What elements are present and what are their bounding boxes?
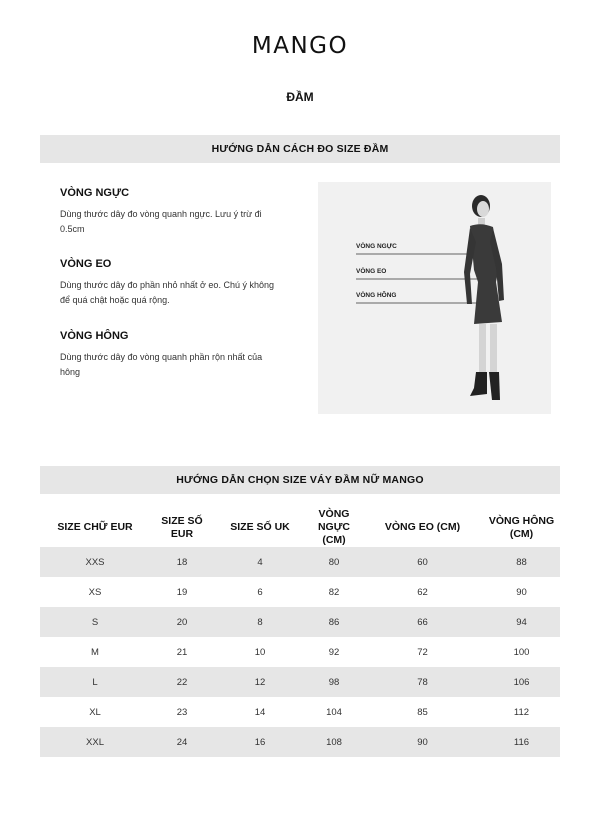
table-cell: 10 xyxy=(214,637,306,667)
table-cell: 112 xyxy=(483,697,560,727)
measure-item-hips xyxy=(60,330,280,380)
table-cell: 86 xyxy=(306,607,362,637)
table-cell: 116 xyxy=(483,727,560,757)
column-header: SIZE CHỮ EUR xyxy=(57,521,133,533)
table-cell: 85 xyxy=(362,697,483,727)
column-header: VÒNG EO (CM) xyxy=(384,521,461,533)
table-cell: 72 xyxy=(362,637,483,667)
table-row xyxy=(40,727,560,757)
table-cell: 16 xyxy=(214,727,306,757)
guide-label-hips: VÒNG HÔNG xyxy=(356,292,397,299)
brand-logo: MANGO xyxy=(251,33,349,59)
page-title: ĐẦM xyxy=(286,90,314,104)
table-cell: 94 xyxy=(483,607,560,637)
table-cell: 24 xyxy=(150,727,214,757)
measure-item-title: VÒNG EO xyxy=(60,258,112,270)
model-figure-illustration xyxy=(318,182,551,414)
table-cell: 82 xyxy=(306,577,362,607)
table-cell: S xyxy=(40,607,150,637)
table-cell: XXS xyxy=(40,547,150,577)
table-row xyxy=(40,607,560,637)
table-cell: 88 xyxy=(483,547,560,577)
table-cell: L xyxy=(40,667,150,697)
guide-label-waist: VÒNG EO xyxy=(356,268,387,275)
column-header: VÒNG HÔNG (CM) xyxy=(488,514,555,540)
table-cell: 12 xyxy=(214,667,306,697)
measure-item-text: Dùng thước dây đo phần nhỏ nhất ở eo. Chú ý không để quá chật hoặc quá rộng. xyxy=(60,280,274,305)
column-header: SIZE SỐ EUR xyxy=(161,514,203,540)
table-cell: 90 xyxy=(362,727,483,757)
table-cell: 20 xyxy=(150,607,214,637)
table-cell: XL xyxy=(40,697,150,727)
table-cell: 90 xyxy=(483,577,560,607)
table-cell: 62 xyxy=(362,577,483,607)
table-cell: 14 xyxy=(214,697,306,727)
table-cell: 80 xyxy=(306,547,362,577)
table-cell: 106 xyxy=(483,667,560,697)
measure-item-text: Dùng thước dây đo vòng quanh phần rộn nhất của hông xyxy=(60,352,263,377)
table-cell: 92 xyxy=(306,637,362,667)
table-cell: 78 xyxy=(362,667,483,697)
table-cell: 6 xyxy=(214,577,306,607)
table-cell: 4 xyxy=(214,547,306,577)
table-cell: 98 xyxy=(306,667,362,697)
table-cell: 108 xyxy=(306,727,362,757)
size-table xyxy=(40,508,560,757)
table-cell: 60 xyxy=(362,547,483,577)
table-cell: 19 xyxy=(150,577,214,607)
table-cell: 100 xyxy=(483,637,560,667)
table-cell: 22 xyxy=(150,667,214,697)
table-row xyxy=(40,667,560,697)
table-row xyxy=(40,697,560,727)
measure-section-heading: HƯỚNG DẪN CÁCH ĐO SIZE ĐẦM xyxy=(40,135,560,163)
measure-item-waist xyxy=(60,258,280,308)
table-row xyxy=(40,577,560,607)
size-table-header xyxy=(40,508,560,547)
table-cell: 18 xyxy=(150,547,214,577)
column-header: VÒNG NGỰC (CM) xyxy=(317,508,351,546)
table-cell: XS xyxy=(40,577,150,607)
table-cell: 8 xyxy=(214,607,306,637)
measure-item-text: Dùng thước dây đo vòng quanh ngực. Lưu ý trừ đi 0.5cm xyxy=(60,209,262,234)
table-cell: M xyxy=(40,637,150,667)
table-cell: 23 xyxy=(150,697,214,727)
table-row xyxy=(40,637,560,667)
table-cell: 21 xyxy=(150,637,214,667)
table-cell: 66 xyxy=(362,607,483,637)
measure-item-title: VÒNG NGỰC xyxy=(60,187,130,199)
table-row xyxy=(40,547,560,577)
table-cell: XXL xyxy=(40,727,150,757)
guide-label-chest: VÒNG NGỰC xyxy=(356,243,397,250)
model-photo xyxy=(318,182,551,414)
column-header: SIZE SỐ UK xyxy=(230,521,290,533)
table-cell: 104 xyxy=(306,697,362,727)
measure-item-title: VÒNG HÔNG xyxy=(60,330,129,342)
measure-item-chest xyxy=(60,187,280,237)
size-section-heading: HƯỚNG DẪN CHỌN SIZE VÁY ĐẦM NỮ MANGO xyxy=(40,466,560,494)
